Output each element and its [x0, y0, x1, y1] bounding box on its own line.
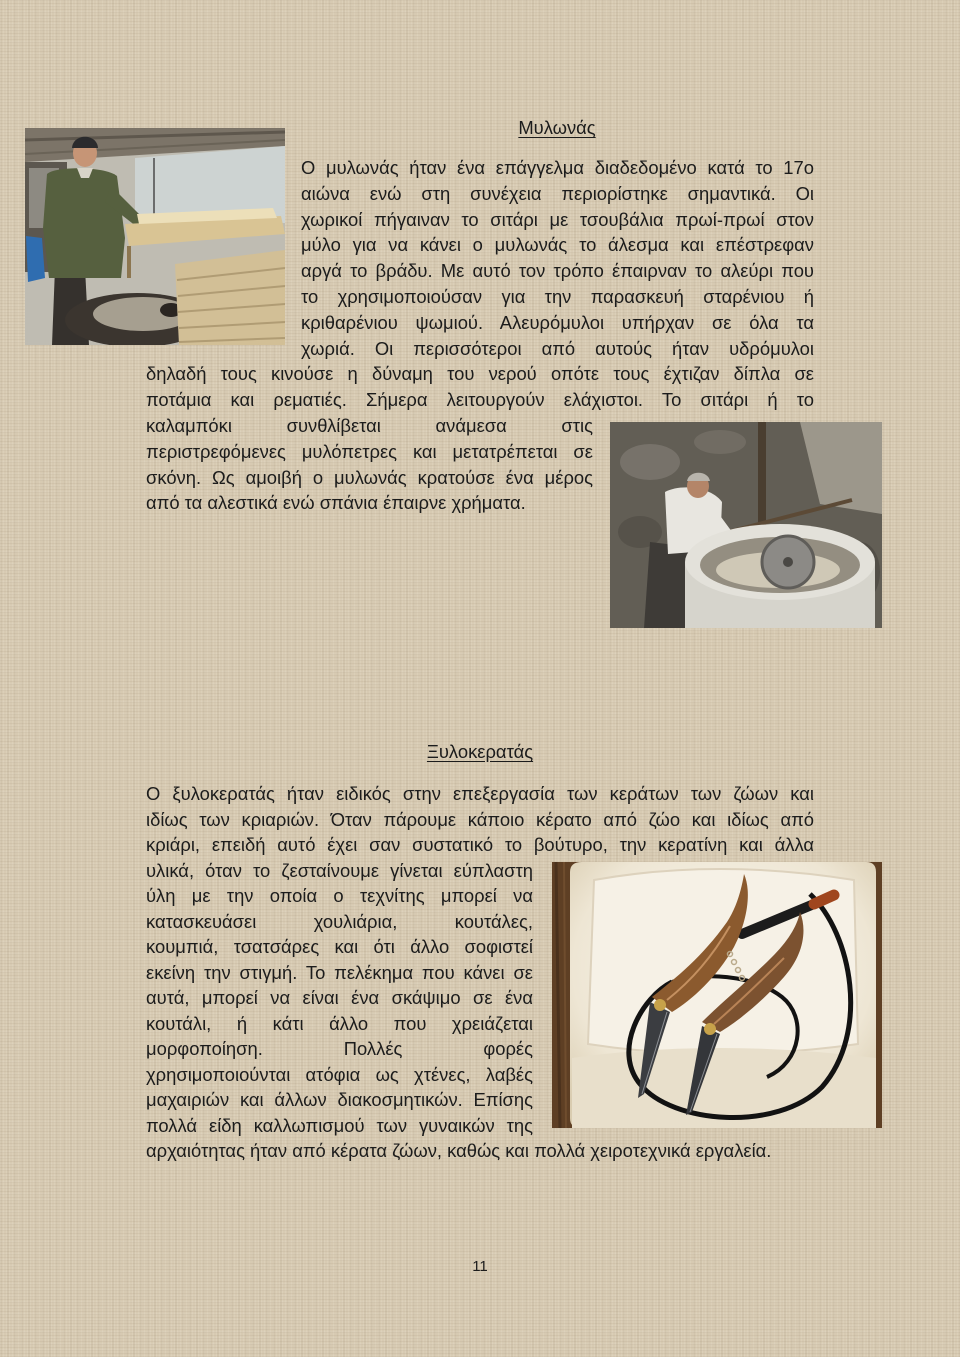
text-line: κατασκευάσει χουλιάρια, κουτάλες, — [146, 910, 533, 932]
section-title-miller: Μυλωνάς — [518, 117, 596, 138]
text-line: το χρησιμοποιούσαν για την παρασκευή σταρένιου ή — [301, 285, 814, 307]
text-line: μαχαιριών και άλλων διακοσμητικών. Επίσης — [146, 1089, 533, 1110]
text-line: περιστρεφόμενες μυλόπετρες και μετατρέπεται σε — [146, 440, 593, 462]
text-line: χρησιμοποιούνται ατόφια ως χτένες, λαβές — [146, 1063, 533, 1085]
text-line: κουτάλι, ή κάτι άλλο που χρειάζεται — [146, 1012, 533, 1034]
section-title-horn-carver: Ξυλοκερατάς — [426, 741, 534, 762]
page-number: 11 — [472, 1258, 488, 1275]
text-line: μύλο για να κάνει ο μυλωνάς το άλεσμα και επέστρεφαν — [301, 234, 814, 256]
text-line: μορφοποίηση. Πολλές φορές — [146, 1038, 533, 1059]
text-line: ιδίως των κριαριών. Όταν πάρουμε κάποιο κέρατο από ζώο και ιδίως από — [146, 808, 814, 830]
text-line: χωριά. Οι περισσότεροι από αυτούς ήταν υδρόμυλοι — [301, 337, 814, 359]
text-line: κουμπιά, τσατσάρες και ότι άλλο σοφιστεί — [146, 936, 533, 957]
text-line: αργά το βράδυ. Με αυτό τον τρόπο έπαιρναν το αλεύρι που — [301, 260, 814, 282]
text-line: Ο μυλωνάς ήταν ένα επάγγελμα διαδεδομένο κατά το 17ο — [301, 157, 814, 178]
text-line: καλαμπόκι συνθλίβεται ανάμεσα στις — [146, 414, 593, 436]
text-line: από τα αλεστικά ενώ σπάνια έπαιρνε χρήματα. — [146, 492, 526, 514]
millstone-basin — [685, 524, 875, 628]
text-line: αρχαιότητας ήταν από κέρατα ζώων, καθώς και πολλά χειροτεχνικά εργαλεία. — [146, 1140, 772, 1161]
text-line: αυτά, μπορεί να είναι ένα σκάψιμο σε ένα — [146, 987, 533, 1008]
text-line: πολλά είδη καλλωπισμού των γυναικών της — [146, 1114, 533, 1136]
photo-horn-handled-knives-and-whip — [552, 862, 882, 1128]
text-line: αιώνα ενώ στη συνέχεια περιορίστηκε σημαντικά. Οι — [301, 182, 814, 204]
text-line: Ο ξυλοκερατάς ήταν ειδικός στην επεξεργασία των κεράτων των ζώων και — [146, 783, 814, 804]
text-line: υλικά, όταν το ζεσταίνουμε γίνεται εύπλαστη — [146, 859, 533, 881]
text-line: δηλαδή τους κινούσε η δύναμη του νερού οπότε τους έχτιζαν δίπλα σε — [146, 363, 814, 385]
photo-miller-at-watermill — [610, 422, 882, 628]
text-line: κριθαρένιου ψωμιού. Αλευρόμυλοι υπήρχαν σε όλα τα — [301, 311, 814, 333]
text-line: χωρικοί πήγαιναν το σιτάρι με τσουβάλια πρωί-πρωί στον — [301, 208, 814, 230]
text-line: σκόνη. Ως αμοιβή ο μυλωνάς κρατούσε ένα μέρος — [146, 466, 593, 488]
text-line: ύλη με την οποία ο τεχνίτης μπορεί να — [146, 885, 533, 906]
text-line: εκείνη την στιγμή. Το πελέκημα που κάνει σε — [146, 961, 533, 983]
text-line: ποτάμια και ρεματιές. Σήμερα λειτουργούν ελάχιστοι. Το σιτάρι ή το — [146, 389, 814, 411]
text-line: κριάρι, επειδή αυτό έχει σαν συστατικό το βούτυρο, την κερατίνη και άλλα — [146, 834, 814, 855]
